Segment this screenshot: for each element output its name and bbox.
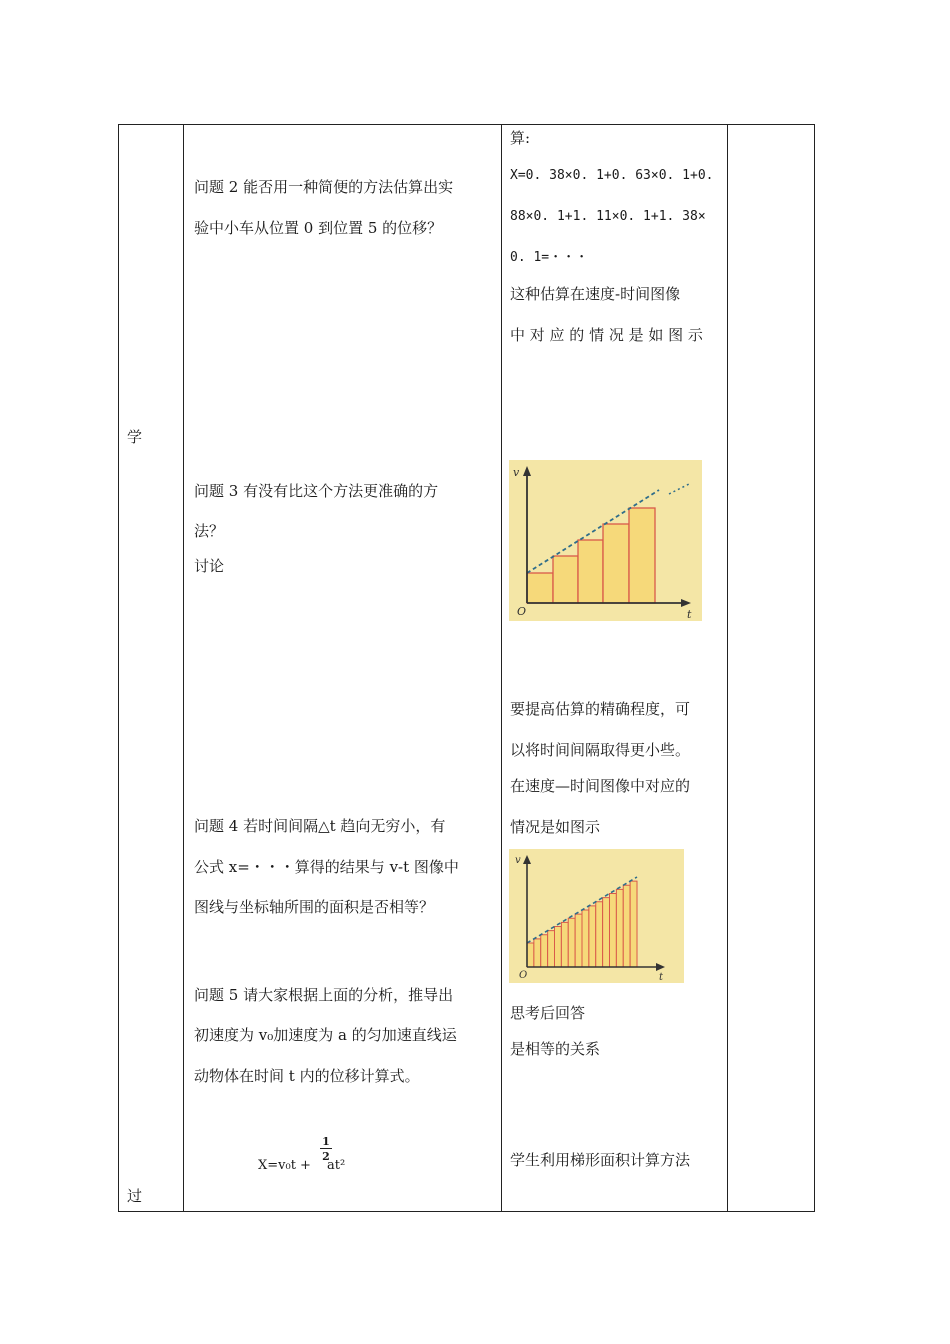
vt-graph-fine-bar [603,898,610,967]
column-divider-3 [727,125,728,1211]
formula-fraction-denominator: 2 [322,1150,330,1163]
question-2-line-2: 验中小车从位置 0 到位置 5 的位移？ [194,219,443,237]
vt-graph-fine-bar [548,931,555,967]
answer-line-5: 这种估算在速度-时间图像 [510,285,681,303]
vt-graph-fine-bar [589,906,596,967]
question-4-line-3: 图线与坐标轴所围的面积是否相等？ [194,898,435,916]
vt-graph-fine-bar [616,889,623,967]
vt-graph-coarse [509,460,702,621]
vt-graph-fine-bar [623,885,630,967]
answer-line-2: X=0. 38×0. 1+0. 63×0. 1+0. [510,168,714,183]
question-4-line-1: 问题 4 若时间间隔△t 趋向无穷小，有 [194,817,446,835]
vt-graph-fine [509,849,684,983]
vt-graph-fine-bar [575,914,582,967]
stage-char-bottom: 过 [127,1187,143,1205]
question-3-line-1: 问题 3 有没有比这个方法更准确的方 [194,482,439,500]
vt-graph-fine-origin-label: O [519,970,528,981]
column-divider-2 [501,125,502,1211]
answer-line-3: 88×0. 1+1. 11×0. 1+1. 38× [510,209,706,224]
vt-graph-fine-bar [596,902,603,967]
vt-graph-fine-bar [630,881,637,967]
answer-line-4: 0. 1=・・・ [510,250,589,265]
vt-graph-coarse-v-label: v [513,466,520,479]
answer-line-10: 情况是如图示 [510,818,601,836]
stage-char-top: 学 [127,428,143,446]
vt-graph-fine-v-label: v [515,855,521,866]
answer-line-12: 是相等的关系 [510,1040,601,1058]
formula-fraction-numerator: 1 [322,1135,330,1148]
vt-graph-fine-bar [568,918,575,967]
vt-graph-fine-bar [561,922,568,967]
formula-left: X=v₀t + [258,1158,311,1173]
vt-graph-fine-bar [527,943,534,967]
vt-graph-fine-bar [534,939,541,967]
vt-graph-fine-t-label: t [659,972,664,983]
vt-graph-coarse-t-label: t [687,608,692,621]
vt-graph-coarse-svg [509,460,702,621]
answer-line-1: 算: [510,129,531,147]
vt-graph-fine-bar [582,910,589,967]
question-5-line-3: 动物体在时间 t 内的位移计算式。 [194,1067,420,1085]
vt-graph-fine-svg [509,849,684,983]
vt-graph-coarse-origin-label: O [517,605,527,618]
lesson-table [118,124,815,1212]
answer-line-6: 中 对 应 的 情 况 是 如 图 示 [510,326,703,344]
formula-right: at² [327,1158,346,1173]
answer-line-11: 思考后回答 [510,1004,586,1022]
question-2-line-1: 问题 2 能否用一种简便的方法估算出实 [194,178,454,196]
question-4-line-2: 公式 x=・・・算得的结果与 v-t 图像中 [194,858,459,876]
formula-fraction-bar [320,1148,332,1149]
answer-line-9: 在速度—时间图像中对应的 [510,777,691,795]
column-divider-1 [183,125,184,1211]
question-3-line-3: 讨论 [194,557,225,575]
vt-graph-fine-bar [541,935,548,967]
answer-line-13: 学生利用梯形面积计算方法 [510,1151,691,1169]
answer-line-7: 要提高估算的精确程度，可 [510,700,691,718]
question-5-line-1: 问题 5 请大家根据上面的分析，推导出 [194,986,454,1004]
answer-line-8: 以将时间间隔取得更小些。 [510,741,691,759]
vt-graph-fine-bar [610,894,617,968]
vt-graph-fine-bar [555,927,562,968]
question-5-line-2: 初速度为 v₀加速度为 a 的匀加速直线运 [194,1026,457,1044]
question-3-line-2: 法？ [194,522,225,540]
